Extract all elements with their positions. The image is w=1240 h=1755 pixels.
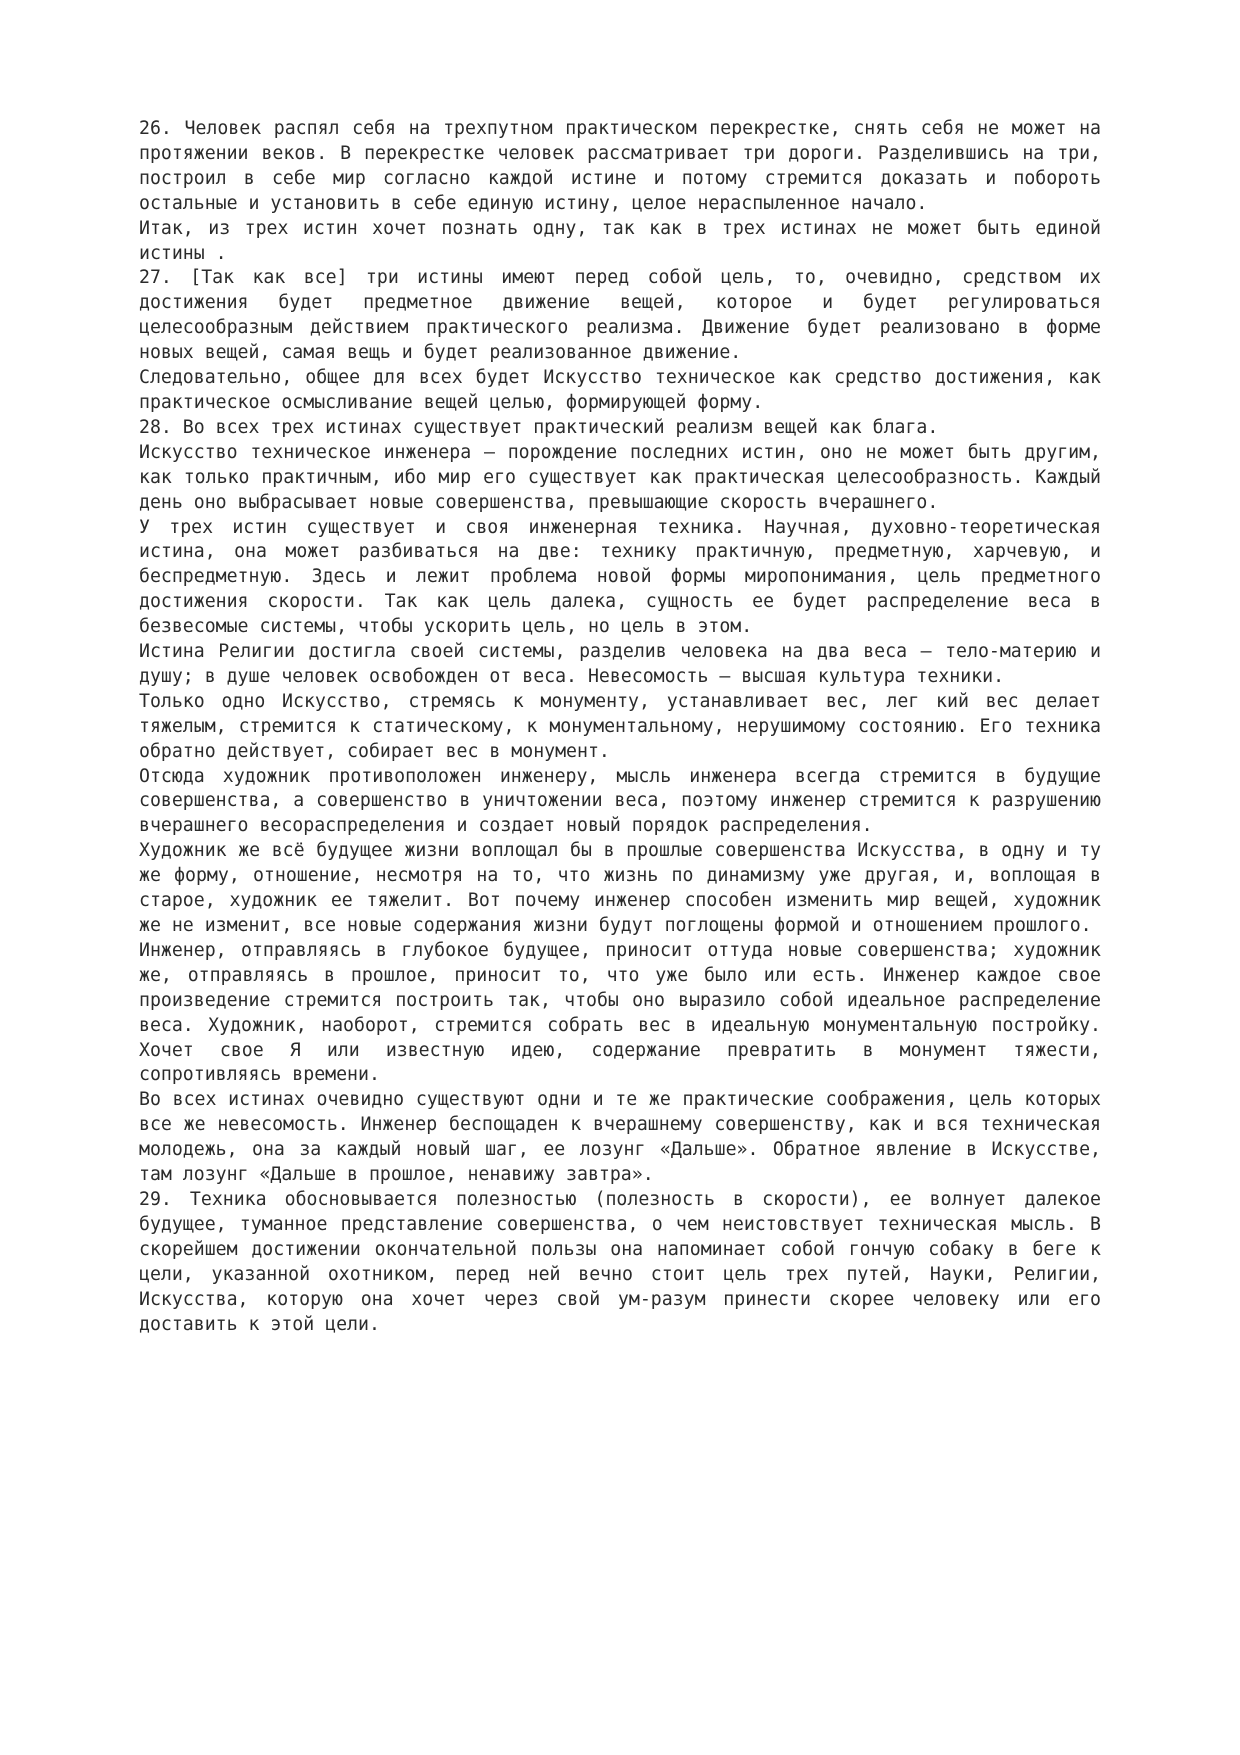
paragraph-three-truths-technique: У трех истин существует и своя инженерная техника. Научная, духовно-теоретическая истина, она может разбиваться на две: технику практичную, предметную, харчевую, и беспредметную. Здесь и лежит проблема новой формы миропонимания, цель предметного достижения скорости. Так как цель далека, сущность ее будет распределение веса в безвесомые системы, чтобы ускорить цель, но цель в этом. — [139, 516, 1101, 638]
paragraph-engineering-art: Искусство техническое инженера — порождение последних истин, оно не может быть другим, как только практичным, ибо мир его существует как практическая целесообразность. Каждый день оно выбрасывает новые совершенства, превышающие скорость вчерашнего. — [139, 441, 1101, 513]
paragraph-religion-truth: Истина Религии достигла своей системы, разделив человека на два веса — тело-материю и душу; в душе человек освобожден от веса. Невесомость — высшая культура техники. — [139, 641, 1101, 687]
paragraph-27: 27. [Так как все] три истины имеют перед собой цель, то, очевидно, средством их достижения будет предметное движение вещей, которое и будет регулироваться целесообразным действием практического реализма. Движение будет реализовано в форме новых вещей, самая вещь и будет реализованное движение. — [139, 267, 1101, 364]
paragraph-engineer-future: Инженер, отправляясь в глубокое будущее, приносит оттуда новые совершенства; художник же, отправляясь в прошлое, приносит то, что уже было или есть. Инженер каждое свое произведение стремится построить так, чтобы оно выразило собой идеальное распределение веса. Художник, наоборот, стремится собрать вес в идеальную монументальную постройку. Хочет свое Я или известную идею, содержание превратить в монумент тяжести, сопротивляясь времени. — [139, 939, 1101, 1086]
paragraph-27-conclusion: Следовательно, общее для всех будет Искусство техническое как средство достижения, как практическое осмысливание вещей целью, формирующей форму. — [139, 367, 1101, 413]
paragraph-28: 28. Во всех трех истинах существует практический реализм вещей как блага. — [139, 416, 939, 438]
paragraph-weightlessness: Во всех истинах очевидно существуют одни и те же практические соображения, цель которых все же невесомость. Инженер беспощаден к вчерашнему совершенству, как и вся техническая молодежь, она за каждый новый шаг, ее лозунг «Дальше». Обратное явление в Искусстве, там лозунг «Дальше в прошлое, ненавижу завтра». — [139, 1089, 1101, 1186]
paragraph-29: 29. Техника обосновывается полезностью (полезность в скорости), ее волнует далекое будущее, туманное представление совершенства, о чем неистовствует техническая мысль. В скорейшем достижении окончательной пользы она напоминает собой гончую собаку в беге к цели, указанной охотником, перед ней вечно стоит цель трех путей, Науки, Религии, Искусства, которую она хочет через свой ум-разум принести скорее человеку или его доставить к этой цели. — [139, 1188, 1101, 1335]
paragraph-artist-vs-engineer: Отсюда художник противоположен инженеру, мысль инженера всегда стремится в будущие совершенства, а совершенство в уничтожении веса, поэтому инженер стремится к разрушению вчерашнего весораспределения и создает новый порядок распределения. — [139, 765, 1101, 837]
paragraph-art-monument: Только одно Искусство, стремясь к монументу, устанавливает вес, лег кий вес делает тяжелым, стремится к статическому, к монументальному, нерушимому состоянию. Его техника обратно действует, собирает вес в монумент. — [139, 690, 1101, 762]
paragraph-26-conclusion: Итак, из трех истин хочет познать одну, так как в трех истинах не может быть единой истины . — [139, 217, 1101, 264]
paragraph-26: 26. Человек распял себя на трехпутном практическом перекрестке, снять себя не может на протяжении веков. В перекрестке человек рассматривает три дороги. Разделившись на три, построил в себе мир согласно каждой истине и потому стремится доказать и побороть остальные и установить в себе единую истину, целое нераспыленное начало. — [139, 118, 1101, 214]
document-page — [139, 117, 1101, 1337]
paragraph-artist-past: Художник же всё будущее жизни воплощал бы в прошлые совершенства Искусства, в одну и ту же форму, отношение, несмотря на то, что жизнь по динамизму уже другая, и, воплощая в старое, художник ее тяжелит. Вот почему инженер способен изменить мир вещей, художник же не изменит, все новые содержания жизни будут поглощены формой и отношением прошлого. — [139, 840, 1101, 936]
